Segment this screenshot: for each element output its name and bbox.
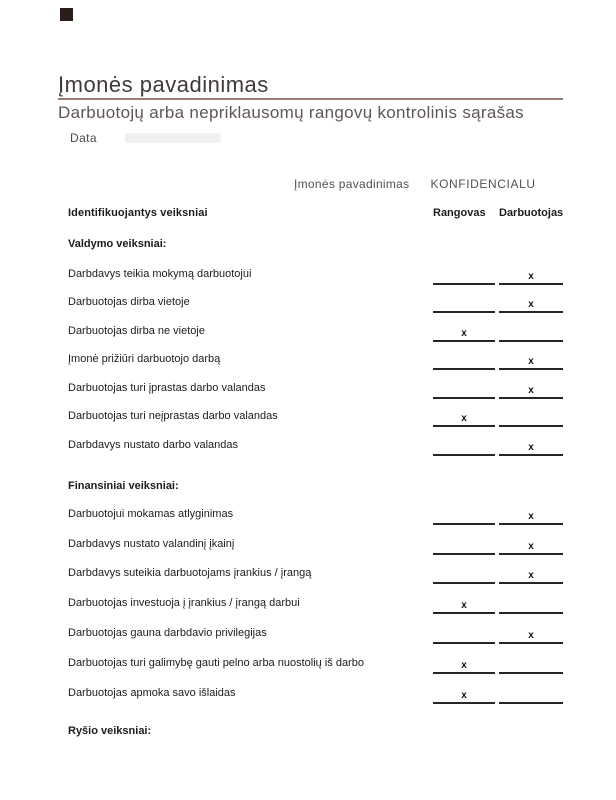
row-label: Darbuotojas turi neįprastas darbo valandas <box>68 410 278 422</box>
row-label: Darbuotojas apmoka savo išlaidas <box>68 686 236 699</box>
darbuotojas-cell[interactable]: x <box>499 541 563 555</box>
darbuotojas-cell[interactable] <box>499 329 563 342</box>
rangovas-cell[interactable]: x <box>433 328 495 342</box>
logo-placeholder[interactable] <box>60 8 73 21</box>
rangovas-cell[interactable]: x <box>433 413 495 427</box>
row-label: Darbuotojas gauna darbdavio privilegijas <box>68 626 267 639</box>
confidential-badge: KONFIDENCIALU <box>430 177 536 191</box>
checklist-row <box>68 525 563 555</box>
checklist-row <box>68 427 563 456</box>
row-label: Darbuotojui mokamas atlyginimas <box>68 507 234 520</box>
checklist-table <box>68 207 563 219</box>
darbuotojas-cell[interactable] <box>499 691 563 704</box>
row-label: Įmonė prižiūri darbuotojo darbą <box>68 353 221 365</box>
section-header: Valdymo veiksniai: <box>68 238 167 250</box>
checklist-row <box>68 614 563 644</box>
header-company-name: Įmonės pavadinimas <box>294 177 410 191</box>
section-rows <box>68 256 563 456</box>
checklist-section <box>68 479 563 704</box>
factor-column-header: Identifikuojantys veiksniai <box>68 207 208 219</box>
row-label: Darbuotojas investuoja į įrankius / įrangą darbui <box>68 597 300 610</box>
rangovas-cell[interactable] <box>433 272 495 285</box>
rangovas-cell[interactable] <box>433 300 495 313</box>
checklist-row <box>68 256 563 285</box>
rangovas-cell[interactable] <box>433 571 495 584</box>
checklist-row <box>68 644 563 674</box>
rangovas-cell[interactable]: x <box>433 600 495 614</box>
row-label: Darbdavys nustato darbo valandas <box>68 438 238 451</box>
page-header <box>294 177 536 191</box>
checklist-row <box>68 584 563 614</box>
darbuotojas-cell[interactable]: x <box>499 271 563 285</box>
rangovas-cell[interactable] <box>433 512 495 525</box>
darbuotojas-cell[interactable] <box>499 661 563 674</box>
row-label: Darbuotojas dirba vietoje <box>68 296 190 308</box>
darbuotojas-cell[interactable] <box>499 414 563 427</box>
rangovas-cell[interactable] <box>433 631 495 644</box>
row-label: Darbdavys nustato valandinį įkainį <box>68 537 235 550</box>
row-label: Darbdavys suteikia darbuotojams įrankius / įrangą <box>68 567 312 580</box>
checklist-section <box>68 724 563 738</box>
checklist-row <box>68 674 563 704</box>
row-label: Darbuotojas dirba ne vietoje <box>68 324 205 337</box>
darbuotojas-cell[interactable]: x <box>499 385 563 399</box>
title-block <box>58 72 563 122</box>
darbuotojas-column-header: Darbuotojas <box>499 207 564 219</box>
rangovas-cell[interactable] <box>433 443 495 456</box>
checklist-row <box>68 342 563 371</box>
rangovas-cell[interactable] <box>433 357 495 370</box>
checklist-row <box>68 313 563 342</box>
row-label: Darbuotojas turi įprastas darbo valandas <box>68 381 266 394</box>
rangovas-column-header: Rangovas <box>433 207 486 219</box>
date-line <box>70 131 221 145</box>
darbuotojas-cell[interactable]: x <box>499 511 563 525</box>
document-subtitle: Darbuotojų arba nepriklausomų rangovų kontrolinis sąrašas <box>58 103 524 122</box>
rangovas-cell[interactable] <box>433 386 495 399</box>
checklist-row <box>68 370 563 399</box>
checklist-row <box>68 285 563 314</box>
darbuotojas-cell[interactable]: x <box>499 570 563 584</box>
darbuotojas-cell[interactable]: x <box>499 356 563 370</box>
darbuotojas-cell[interactable]: x <box>499 299 563 313</box>
checklist-row <box>68 555 563 585</box>
date-label: Data <box>70 131 97 145</box>
darbuotojas-cell[interactable]: x <box>499 630 563 644</box>
section-header: Ryšio veiksniai: <box>68 725 152 737</box>
row-label: Darbuotojas turi galimybę gauti pelno arba nuostolių iš darbo <box>68 656 364 669</box>
date-placeholder-field[interactable] <box>125 133 221 143</box>
checklist-section <box>68 237 563 456</box>
row-label: Darbdavys teikia mokymą darbuotojui <box>68 267 252 280</box>
darbuotojas-cell[interactable] <box>499 601 563 614</box>
rangovas-cell[interactable]: x <box>433 690 495 704</box>
rangovas-cell[interactable]: x <box>433 660 495 674</box>
rangovas-cell[interactable] <box>433 542 495 555</box>
table-header-row <box>68 207 563 219</box>
darbuotojas-cell[interactable]: x <box>499 442 563 456</box>
company-name-title[interactable]: Įmonės pavadinimas <box>58 72 269 97</box>
title-divider <box>58 98 563 100</box>
checklist-row <box>68 495 563 525</box>
section-header: Finansiniai veiksniai: <box>68 480 179 492</box>
section-rows <box>68 495 563 704</box>
checklist-row <box>68 399 563 428</box>
